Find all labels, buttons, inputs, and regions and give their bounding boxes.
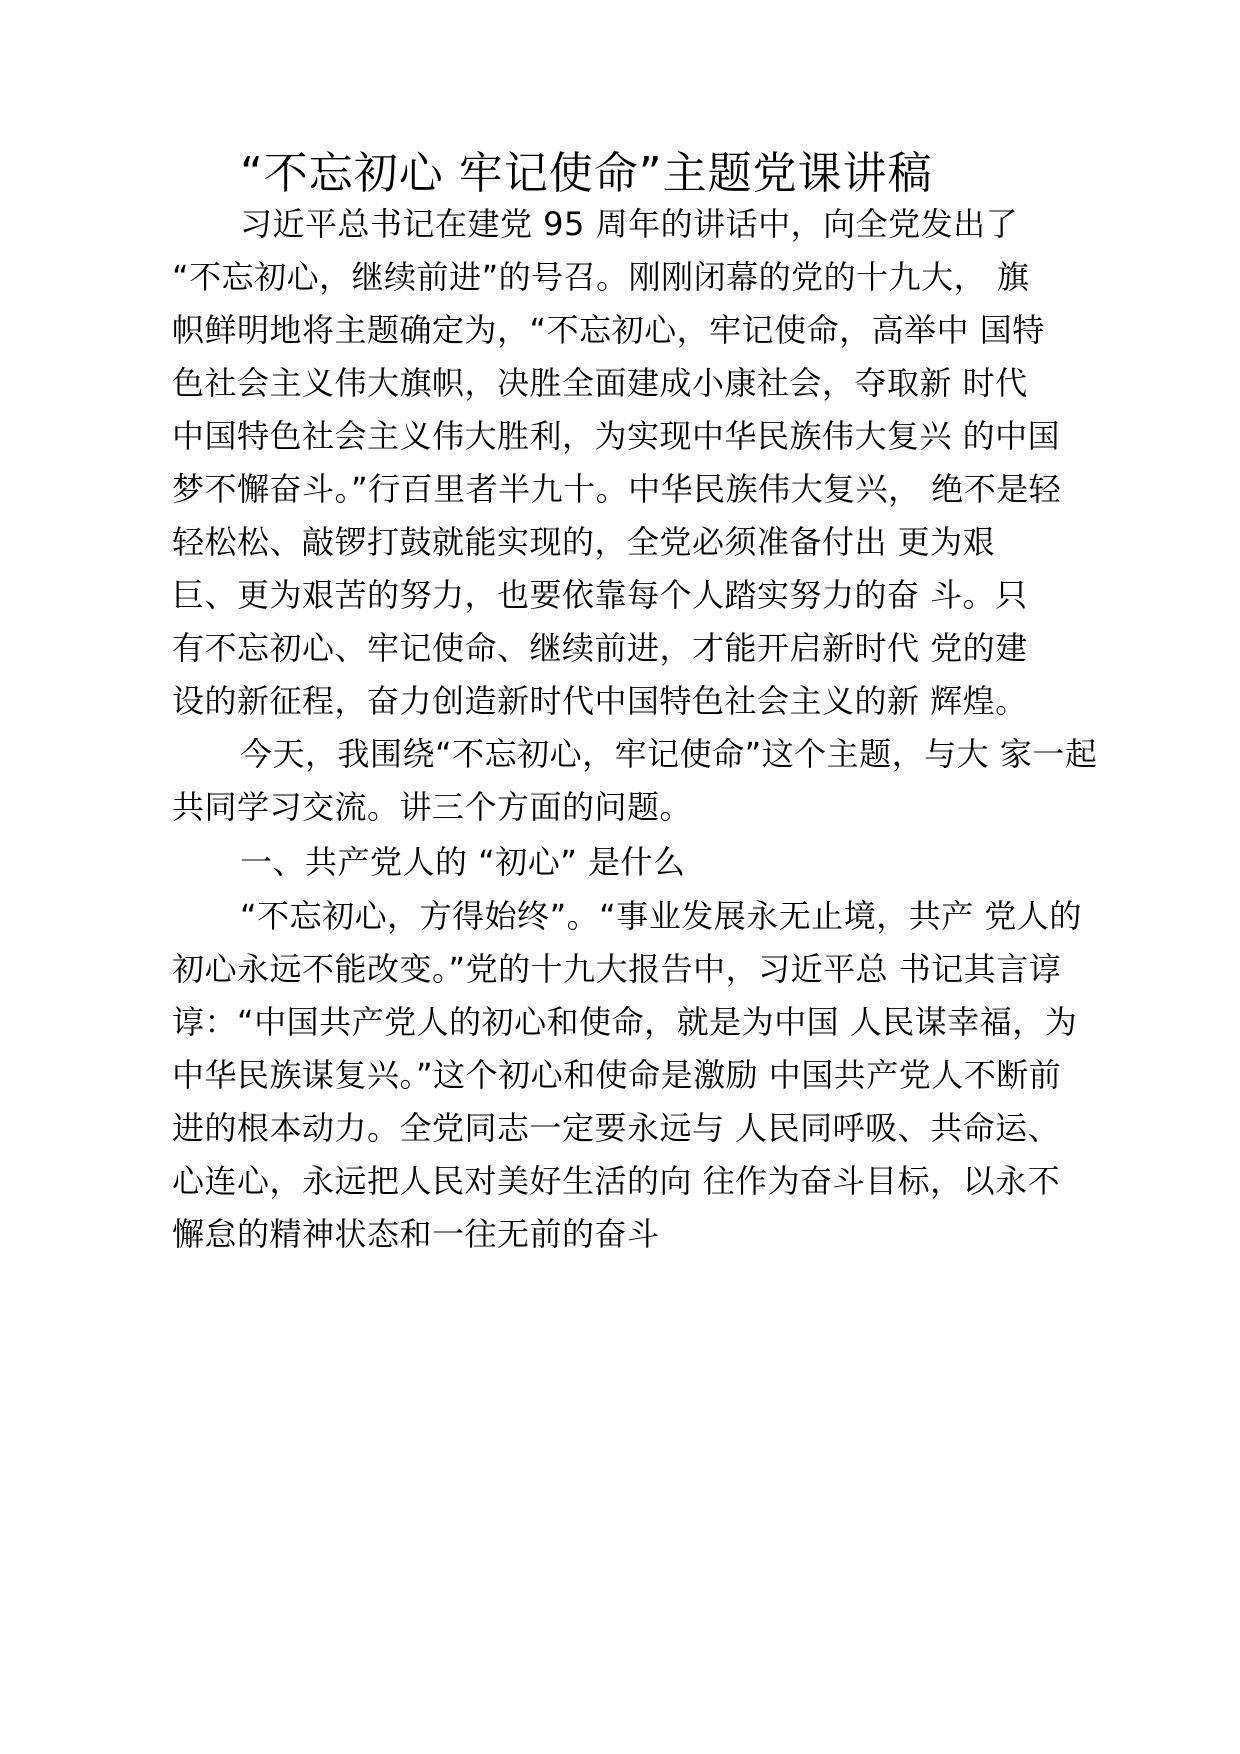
- body-line: 色社会主义伟大旗帜，决胜全面建成小康社会，夺取新 时代: [172, 364, 1028, 402]
- body-line: “不忘初心，方得始终”。“事业发展永无止境，共产 党人的: [240, 897, 1082, 935]
- document-title: “不忘初心 牢记使命”主题党课讲稿: [240, 148, 933, 199]
- body-line: 帜鲜明地将主题确定为，“不忘初心，牢记使命，高举中 国特: [172, 311, 1045, 349]
- body-line: 懈怠的精神状态和一往无前的奋斗: [172, 1215, 660, 1253]
- body-line: 进的根本动力。全党同志一定要永远与 人民同呼吸、共命运、: [172, 1109, 1061, 1147]
- body-line: “不忘初心，继续前进”的号召。刚刚闭幕的党的十九大， 旗: [172, 258, 1030, 296]
- body-line: 中华民族谋复兴。”这个初心和使命是激励 中国共产党人不断前: [172, 1056, 1062, 1094]
- body-line: 一、共产党人的 “初心” 是什么: [240, 843, 686, 881]
- body-line: 梦不懈奋斗。”行百里者半九十。中华民族伟大复兴， 绝不是轻: [172, 470, 1062, 508]
- body-line: 谆：“中国共产党人的初心和使命，就是为中国 人民谋幸福，为: [172, 1003, 1078, 1041]
- body-line: 设的新征程，奋力创造新时代中国特色社会主义的新 辉煌。: [172, 682, 1028, 720]
- body-line: 初心永远不能改变。”党的十九大报告中，习近平总 书记其言谆: [172, 950, 1062, 988]
- body-line: 有不忘初心、牢记使命、继续前进，才能开启新时代 党的建: [172, 629, 1028, 667]
- body-line: 轻松松、敲锣打鼓就能实现的，全党必须准备付出 更为艰: [172, 523, 996, 561]
- body-line: 今天，我围绕“不忘初心，牢记使命”这个主题，与大 家一起: [240, 735, 1098, 773]
- body-line: 巨、更为艰苦的努力，也要依靠每个人踏实努力的奋 斗。只: [172, 576, 1028, 614]
- body-line: 习近平总书记在建党 95 周年的讲话中，向全党发出了: [240, 205, 1019, 243]
- body-line: 共同学习交流。讲三个方面的问题。: [172, 788, 693, 826]
- body-line: 中国特色社会主义伟大胜利，为实现中华民族伟大复兴 的中国: [172, 417, 1061, 455]
- body-line: 心连心，永远把人民对美好生活的向 往作为奋斗目标，以永不: [172, 1162, 1061, 1200]
